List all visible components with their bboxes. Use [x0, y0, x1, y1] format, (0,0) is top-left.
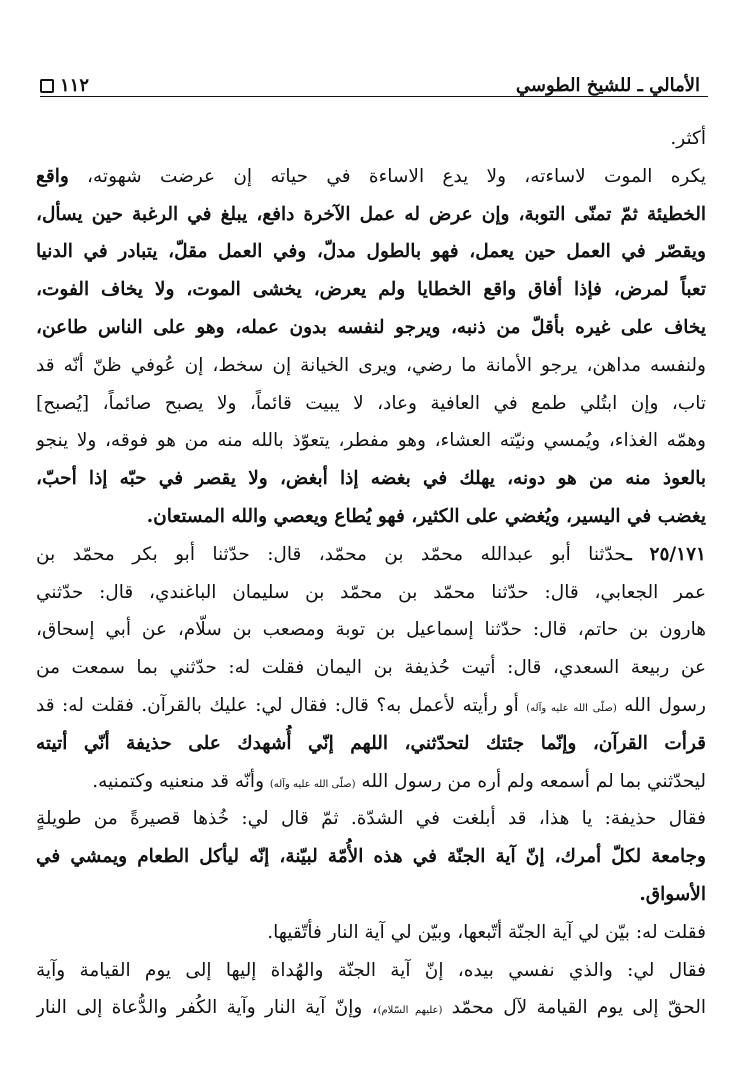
text-segment: الأسواق.	[639, 883, 706, 905]
text-segment: هارون بن حاتم، قال: حدّثنا إسماعيل بن توبة ومصعب بن سلّام، عن أبي إسحاق،	[36, 619, 706, 641]
text-segment: بالعوذ منه من هو دونه، يهلك في بغضه إذا أبغض، ولا يقصر في حبّه إذا أحبّ،	[36, 468, 706, 490]
text-segment: ، وإنّ آية النار وآية الكُفر والدُّعاة إلى النار	[36, 997, 378, 1019]
text-segment: ليحدّثني بما لم أسمعه ولم أره من رسول الله	[355, 770, 706, 792]
square-ornament-icon	[40, 79, 54, 93]
text-segment: يخاف على غيره بأقلّ من ذنبه، ويرجو لنفسه بدون عمله، وهو على الناس طاعن،	[36, 316, 706, 338]
text-segment: يغضب في اليسير، ويُغضي على الكثير، فهو يُطاع ويعصي والله المستعان.	[146, 505, 706, 527]
text-segment: وجامعة لكلّ أمرك، إنّ آية الجنّة في هذه الأُمّة لبيّنة، إنّه ليأكل الطعام ويمشي في	[36, 846, 706, 868]
text-line	[36, 952, 706, 990]
text-segment: ولنفسه مداهن، يرجو الأمانة ما رضي، ويرى الخيانة إن سخط، إن عُوفي ظنّ أنّه قد	[36, 354, 706, 376]
page-number: ١١٢	[60, 75, 90, 96]
text-line	[36, 876, 706, 914]
header-rule	[40, 96, 708, 97]
text-segment: واقع	[36, 165, 69, 187]
text-line	[36, 574, 706, 612]
text-line	[36, 196, 706, 234]
honorific: (صلّى الله عليه وآله)	[269, 778, 356, 790]
honorific: (عليهم السّلام)	[377, 1005, 443, 1017]
text-segment: تاب، وإن ابتُلي طمع في العافية وعاد، لا يبيت قائماً، ولا يصبح صائماً، [يُصبح]	[36, 392, 706, 414]
text-line	[36, 460, 706, 498]
text-segment: تعباً لمرض، فإذا أفاق واقع الخطايا ولم يعرض، يخشى الموت، ولا يخاف الفوت،	[36, 279, 706, 301]
text-line	[36, 233, 706, 271]
text-line	[36, 649, 706, 687]
text-segment: فقال لي: والذي نفسي بيده، إنّ آية الجنّة والهُداة إليها إلى يوم القيامة وآية	[36, 959, 706, 981]
text-segment: عن ربيعة السعدي، قال: أتيت حُذيفة بن اليمان فقلت له: حدّثني بما سمعت من	[36, 657, 706, 679]
text-line	[36, 120, 706, 158]
page-folio	[40, 75, 89, 96]
text-segment: الحقّ إلى يوم القيامة لآل محمّد	[442, 997, 706, 1019]
text-line	[36, 536, 706, 574]
text-line	[36, 687, 706, 725]
text-line	[36, 838, 706, 876]
text-segment: عمر الجعابي، قال: حدّثنا محمّد بن محمّد بن سليمان الباغندي، قال: حدّثني	[36, 581, 706, 603]
text-segment: قرأت القرآن، وإنّما جئتك لتحدّثني، اللهم إنّي أُشهدك على حذيفة أنّي أتيته	[36, 732, 706, 754]
text-segment: حدّثنا أبو عبدالله محمّد بن محمّد، قال: حدّثنا أبو بكر محمّد بن	[36, 543, 627, 565]
text-segment: ويقصّر في العمل حين يعمل، فهو بالطول مدلّ، وفي العمل مقلّ، يتبادر في الدنيا	[36, 241, 706, 263]
text-line	[36, 800, 706, 838]
text-segment: الخطيئة ثمّ تمنّى التوبة، وإن عرض له عمل الآخرة دافع، يبلغ في الرغبة حين يسأل،	[36, 203, 706, 225]
text-segment: وأنّه قد منعنيه وكتمنيه.	[92, 770, 270, 792]
text-segment: وهمّه الغذاء، ويُمسي ونيّته العشاء، وهو مفطر، يتعوّذ بالله منه من هو فوقه، ولا ينجو	[36, 430, 706, 452]
text-segment: أو رأيته لأعمل به؟ قال: فقال لي: عليك بالقرآن. فقلت له: قد	[36, 694, 527, 716]
text-segment: أكثر.	[670, 128, 706, 149]
book-title: الأمالي ـ للشيخ الطوسي	[515, 75, 700, 96]
text-line	[36, 385, 706, 423]
page-header	[40, 48, 700, 96]
text-segment: فقلت له: بيّن لي آية الجنّة أتّبعها، وبيّن لي آية النار فأتّقيها.	[267, 921, 706, 943]
page-body	[36, 120, 706, 1027]
text-line	[36, 725, 706, 763]
text-segment: يكره الموت لاساءته، ولا يدع الاساءة في حياته إن عرضت شهوته،	[68, 165, 706, 187]
text-line	[36, 347, 706, 385]
text-line	[36, 498, 706, 536]
text-line	[36, 611, 706, 649]
text-line	[36, 763, 706, 801]
text-line	[36, 309, 706, 347]
hadith-number: ٢٥/١٧١ ـ	[626, 543, 706, 565]
text-segment: رسول الله	[616, 694, 706, 716]
text-line	[36, 989, 706, 1027]
text-line	[36, 158, 706, 196]
text-line	[36, 914, 706, 952]
honorific: (صلّى الله عليه وآله)	[526, 702, 617, 714]
text-line	[36, 422, 706, 460]
text-line	[36, 271, 706, 309]
text-segment: فقال حذيفة: يا هذا، قد أبلغت في الشدّة. ثمّ قال لي: خُذها قصيرةً من طويلةٍ	[36, 808, 706, 830]
